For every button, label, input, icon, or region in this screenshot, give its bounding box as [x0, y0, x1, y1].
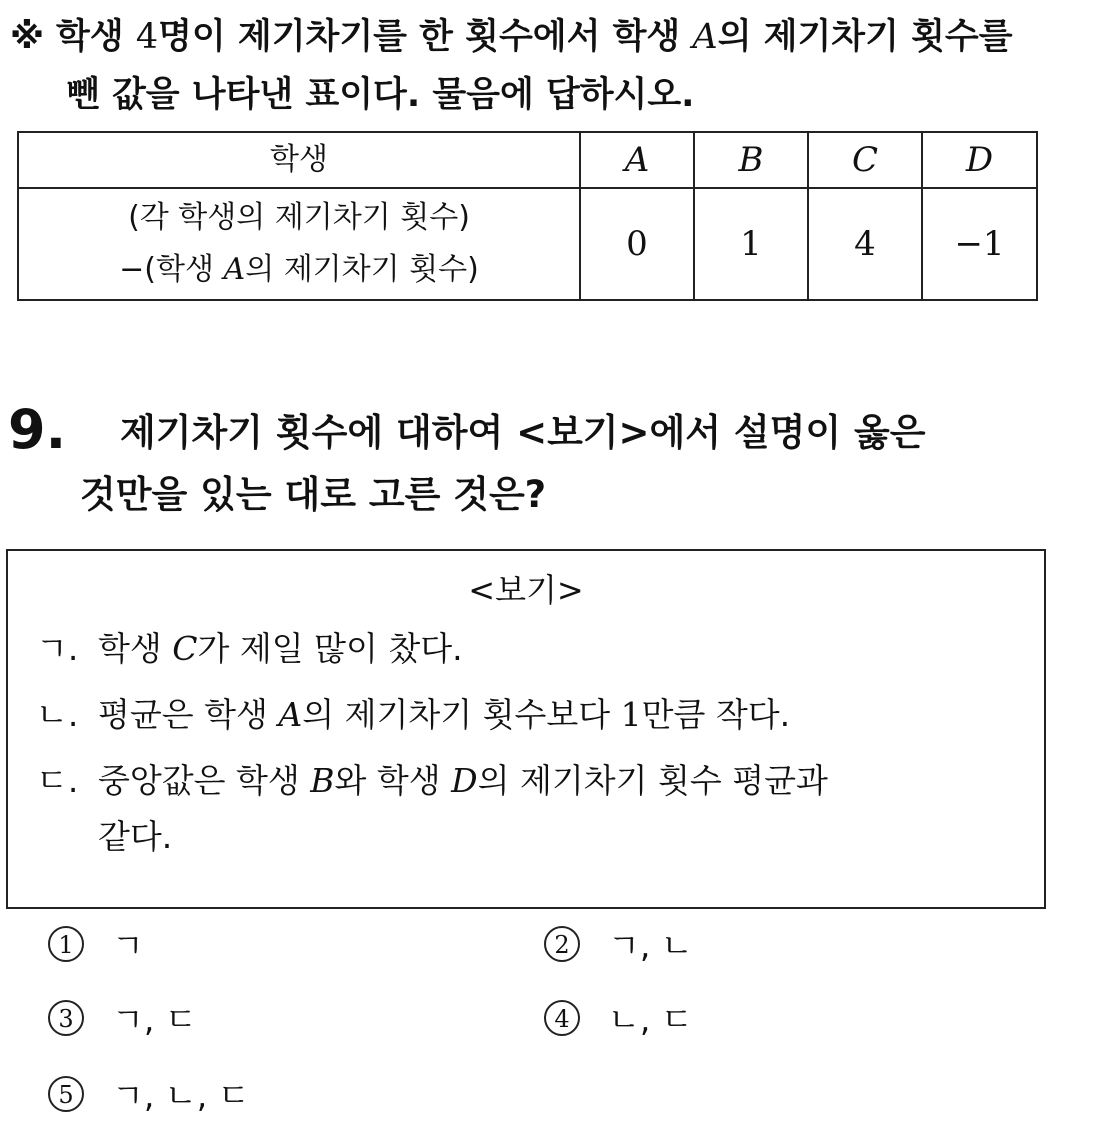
intro-seg: 명이 제기차기를 한 횟수에서 학생: [158, 17, 693, 57]
intro-seg: A: [692, 17, 718, 57]
choice-2[interactable]: [544, 920, 693, 967]
choice-number-badge: 3: [48, 1000, 84, 1036]
choice-1[interactable]: [48, 920, 144, 967]
reference-mark: ※: [10, 17, 45, 57]
bogi-item-seg: B: [310, 761, 335, 800]
bogi-title: <보기>: [468, 571, 584, 609]
intro-seg: 의 제기차기 횟수를: [717, 17, 1013, 57]
choice-5[interactable]: [48, 1070, 250, 1117]
intro-line-2: 뺀 값을 나타낸 표이다. 물음에 답하시오.: [66, 75, 695, 115]
question-line-2: 것만을 있는 대로 고른 것은?: [80, 473, 547, 516]
bogi-item-seg: 만큼 작다.: [641, 695, 791, 734]
question-number: 9.: [8, 398, 67, 461]
table-header-row: [18, 132, 1037, 188]
row-label-cell: [18, 188, 580, 300]
row-label-seg: 의 제기차기 횟수): [245, 252, 479, 287]
bogi-item-seg: 1: [620, 695, 642, 734]
bogi-item-seg: 의 제기차기 횟수 평균과: [477, 761, 828, 800]
header-cell-d: D: [922, 132, 1037, 188]
choice-text: ㄱ, ㄴ: [608, 926, 693, 965]
intro-text: [10, 8, 1085, 124]
row-label-line-1: (각 학생의 제기차기 횟수): [128, 200, 470, 235]
table-value-row: [18, 188, 1037, 300]
bogi-item-digeut: [8, 753, 1044, 865]
choice-4[interactable]: [544, 994, 693, 1041]
question-line-1: 제기차기 횟수에 대하여 <보기>에서 설명이 옳은: [120, 411, 926, 454]
choice-text: ㄱ, ㄴ, ㄷ: [112, 1076, 250, 1115]
row-label-line-2: [19, 244, 579, 296]
bogi-item-seg: 같다.: [98, 817, 173, 856]
bogi-item-seg: A: [278, 695, 303, 734]
intro-seg: 학생: [56, 17, 136, 57]
bogi-item-seg: 의 제기차기 횟수보다: [302, 695, 621, 734]
bogi-item-seg: 평균은 학생: [98, 695, 279, 734]
bogi-item-seg: 중앙값은 학생: [98, 761, 311, 800]
value-cell-c: 4: [808, 188, 922, 300]
header-cell-b: B: [694, 132, 808, 188]
bogi-item-seg: 가 제일 많이 찼다.: [197, 629, 463, 668]
row-label-seg: A: [223, 252, 246, 287]
bogi-item-marker: ㄴ.: [36, 695, 79, 734]
row-label-seg: −(학생: [119, 252, 224, 287]
value-cell-a: 0: [580, 188, 694, 300]
bogi-item-marker: ㄷ.: [36, 761, 79, 800]
choice-number-badge: 1: [48, 926, 84, 962]
question-text: [80, 402, 1060, 526]
choice-text: ㄱ: [112, 926, 144, 965]
choice-number-badge: 4: [544, 1000, 580, 1036]
value-cell-b: 1: [694, 188, 808, 300]
intro-seg: 4: [135, 17, 159, 57]
bogi-item-seg: 와 학생: [334, 761, 452, 800]
bogi-item-nieun: [8, 687, 1044, 743]
bogi-item-seg: C: [172, 629, 198, 668]
header-cell-a: A: [580, 132, 694, 188]
bogi-item-giyeok: [8, 621, 1044, 677]
bogi-item-seg: D: [451, 761, 478, 800]
bogi-box: [6, 549, 1046, 909]
choice-text: ㄴ, ㄷ: [608, 1000, 693, 1039]
data-table: [17, 131, 1038, 301]
bogi-item-marker: ㄱ.: [36, 629, 79, 668]
choice-3[interactable]: [48, 994, 197, 1041]
choice-number-badge: 2: [544, 926, 580, 962]
header-cell-c: C: [808, 132, 922, 188]
bogi-item-seg: 학생: [98, 629, 173, 668]
choice-text: ㄱ, ㄷ: [112, 1000, 197, 1039]
value-cell-d: −1: [922, 188, 1037, 300]
header-label-cell: 학생: [18, 132, 580, 188]
choice-number-badge: 5: [48, 1076, 84, 1112]
